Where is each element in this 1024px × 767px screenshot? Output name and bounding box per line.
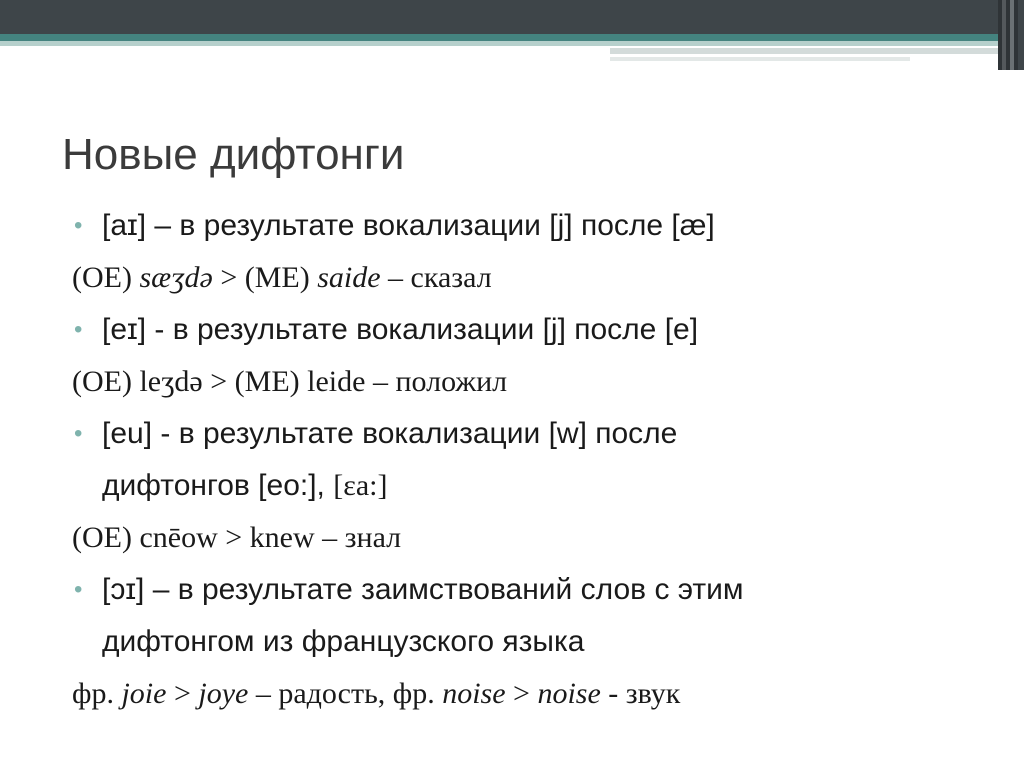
example-ai: [72, 252, 992, 304]
example-oe-label: (OE): [72, 261, 140, 294]
bullet-text-eu-cont: дифтонгов [eo:],: [102, 469, 334, 502]
bullet-text-eu: - в результате вокализации [w] после: [152, 417, 678, 450]
example-meaning: – радость, фр.: [248, 677, 443, 710]
bullet-item-oi: [72, 564, 992, 616]
sound-ai: [aɪ]: [102, 209, 147, 242]
header-strip-secondary: [610, 57, 910, 61]
bullet-text-oi: – в результате заимствований слов с этим: [144, 573, 744, 606]
bullet-text-eu-tail: [ɛa:]: [333, 469, 388, 502]
bullet-icon: •: [74, 316, 83, 343]
example-word: joie: [121, 677, 167, 710]
example-word: noise: [537, 677, 601, 710]
bullet-item-oi-continued: дифтонгом из французского языка: [102, 625, 585, 658]
example-arrow: >: [166, 677, 199, 710]
slide-content: [72, 200, 992, 720]
bullet-icon: •: [74, 212, 83, 239]
sound-eu: [eu]: [102, 417, 153, 450]
example-arrow: >: [505, 677, 538, 710]
bullet-icon: •: [74, 420, 83, 447]
example-oe-word: sæʒdə: [139, 261, 213, 294]
example-eu: (OE) cnēow > knew – знал: [72, 521, 402, 554]
slide-title: Новые дифтонги: [62, 130, 405, 179]
header-bar-dark: [0, 0, 1024, 34]
header-strip: [610, 48, 1000, 54]
example-ei: (OE) leʒdə > (ME) leide – положил: [72, 365, 508, 398]
header-right-cap: [998, 0, 1024, 70]
example-meaning: - звук: [600, 677, 681, 710]
example-oi: [72, 668, 992, 720]
bullet-item-ei: [72, 304, 992, 356]
bullet-icon: •: [74, 576, 83, 603]
bullet-item-eu-continued: [72, 460, 992, 512]
header-bar-teal-light: [0, 41, 1000, 46]
example-fr-label: фр.: [72, 677, 122, 710]
bullet-text-ei: - в результате вокализации [j] после [e]: [146, 313, 699, 346]
example-word: joye: [198, 677, 249, 710]
example-meaning: – сказал: [380, 261, 492, 294]
bullet-item-ai: [72, 200, 992, 252]
example-me-word: saide: [317, 261, 381, 294]
header-bar-teal: [0, 34, 1000, 41]
example-arrow: > (ME): [212, 261, 318, 294]
example-word: noise: [442, 677, 506, 710]
bullet-item-eu: [72, 408, 992, 460]
sound-oi: [ɔɪ]: [102, 573, 145, 606]
sound-ei: [eɪ]: [102, 313, 147, 346]
bullet-text-ai: – в результате вокализации [j] после [æ]: [146, 209, 715, 242]
